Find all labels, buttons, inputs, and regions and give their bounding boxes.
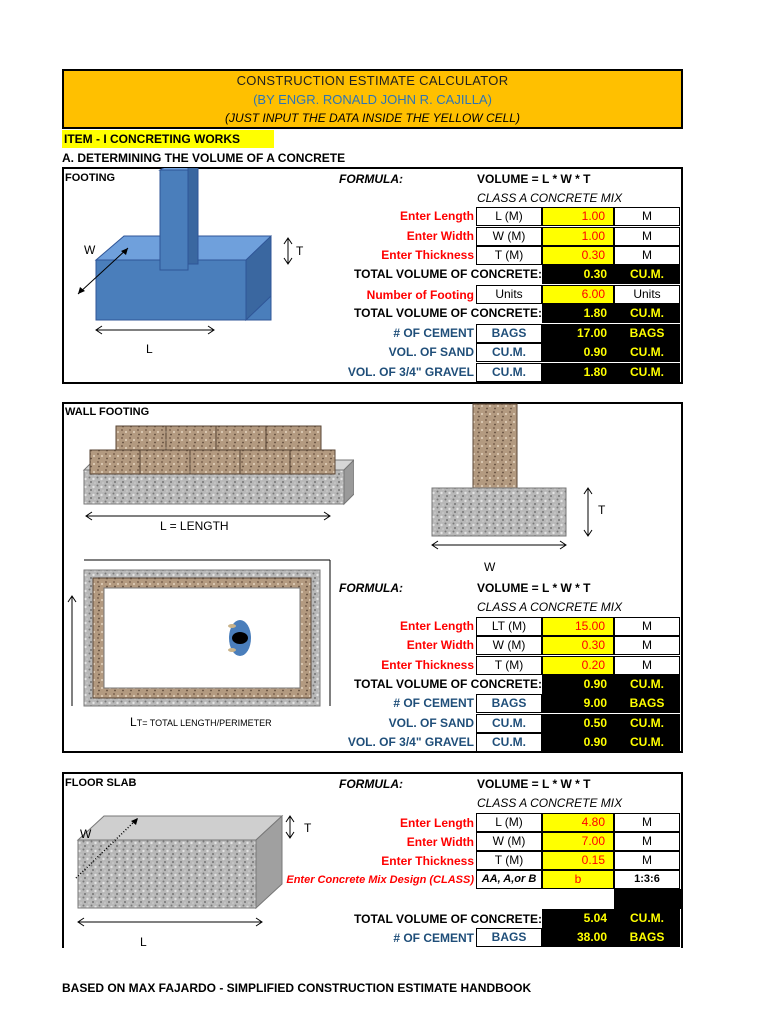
wall-cement-sym: BAGS — [476, 694, 542, 713]
header-title: CONSTRUCTION ESTIMATE CALCULATOR — [236, 73, 509, 88]
footing-w-label: W — [84, 243, 96, 257]
footing-width-unit: M — [614, 227, 680, 246]
footing-gravel-value: 1.80 — [542, 363, 614, 382]
slab-thickness-label: Enter Thickness — [381, 854, 474, 868]
footing-cement-sym: BAGS — [476, 324, 542, 343]
wall-length-unit: M — [614, 617, 680, 636]
slab-cement-value: 38.00 — [542, 928, 614, 947]
footing-diagram — [66, 168, 316, 368]
header-banner — [62, 69, 683, 129]
footing-cement-label: # OF CEMENT — [393, 326, 474, 340]
wall-formula: VOLUME = L * W * T — [477, 581, 591, 595]
sub-title: A. DETERMINING THE VOLUME OF A CONCRETE — [62, 151, 346, 165]
slab-class-sym: AA, A,or B — [476, 870, 542, 889]
footing-sand-unit: CU.M. — [614, 343, 680, 362]
footing-gravel-label: VOL. OF 3/4" GRAVEL — [347, 365, 474, 379]
slab-class-ratio: 1:3:6 — [614, 870, 680, 889]
footing-t-label: T — [296, 244, 304, 258]
footing-mix: CLASS A CONCRETE MIX — [477, 191, 623, 205]
footing-width-sym: W (M) — [476, 227, 542, 246]
footing-length-input[interactable]: 1.00 — [542, 207, 614, 226]
slab-cement-unit: BAGS — [614, 928, 680, 947]
footing-total1-unit: CU.M. — [614, 265, 680, 284]
wall-length-label: L = LENGTH — [160, 519, 229, 533]
slab-thickness-sym: T (M) — [476, 851, 542, 870]
wall-thickness-input[interactable]: 0.20 — [542, 656, 614, 675]
footing-total2-value: 1.80 — [542, 304, 614, 323]
wall-footing-label: WALL FOOTING — [65, 406, 150, 418]
slab-cement-sym: BAGS — [476, 928, 542, 947]
svg-text:LT= TOTAL LENGTH/PERIMETER — [130, 715, 272, 729]
footing-number-label: Number of Footing — [366, 288, 474, 302]
footing-thickness-input[interactable]: 0.30 — [542, 246, 614, 265]
footing-number-unit: Units — [614, 285, 680, 304]
footing-total1-label: TOTAL VOLUME OF CONCRETE: — [354, 267, 542, 281]
wall-section-diagram — [428, 402, 618, 577]
wall-w-label: W — [484, 560, 496, 574]
footing-width-label: Enter Width — [406, 229, 474, 243]
wall-length-input[interactable]: 15.00 — [542, 617, 614, 636]
footing-thickness-unit: M — [614, 246, 680, 265]
footing-total2-label: TOTAL VOLUME OF CONCRETE: — [354, 306, 542, 320]
wall-gravel-unit: CU.M. — [614, 733, 680, 752]
slab-length-label: Enter Length — [400, 816, 474, 830]
slab-cement-label: # OF CEMENT — [393, 931, 474, 945]
wall-width-input[interactable]: 0.30 — [542, 636, 614, 655]
wall-cement-label: # OF CEMENT — [393, 696, 474, 710]
slab-thickness-unit: M — [614, 851, 680, 870]
slab-class-input[interactable]: b — [542, 870, 614, 889]
floor-slab-label: FLOOR SLAB — [65, 777, 137, 789]
slab-length-input[interactable]: 4.80 — [542, 813, 614, 832]
wall-thickness-unit: M — [614, 656, 680, 675]
slab-total-unit: CU.M. — [614, 909, 680, 928]
footing-cement-unit: BAGS — [614, 324, 680, 343]
footing-thickness-sym: T (M) — [476, 246, 542, 265]
wall-gravel-value: 0.90 — [542, 733, 614, 752]
slab-length-unit: M — [614, 813, 680, 832]
slab-class-label: Enter Concrete Mix Design (CLASS) — [286, 874, 474, 886]
slab-black-spacer — [614, 889, 682, 909]
footing-l-label: L — [146, 342, 153, 356]
footing-sand-label: VOL. OF SAND — [388, 345, 474, 359]
slab-thickness-input[interactable]: 0.15 — [542, 851, 614, 870]
wall-total-value: 0.90 — [542, 675, 614, 694]
footing-gravel-sym: CU.M. — [476, 363, 542, 382]
perimeter-label-rest: = TOTAL LENGTH/PERIMETER — [142, 718, 272, 728]
header-instruction: (JUST INPUT THE DATA INSIDE THE YELLOW CELL) — [225, 111, 520, 125]
footing-label: FOOTING — [65, 172, 116, 184]
slab-width-input[interactable]: 7.00 — [542, 832, 614, 851]
slab-total-label: TOTAL VOLUME OF CONCRETE: — [354, 912, 542, 926]
wall-width-sym: W (M) — [476, 636, 542, 655]
slab-t-label: T — [304, 821, 312, 835]
wall-sand-sym: CU.M. — [476, 714, 542, 733]
wall-thickness-sym: T (M) — [476, 656, 542, 675]
footing-sand-value: 0.90 — [542, 343, 614, 362]
header-author: (BY ENGR. RONALD JOHN R. CAJILLA) — [253, 92, 492, 107]
wall-sand-unit: CU.M. — [614, 714, 680, 733]
footing-gravel-unit: CU.M. — [614, 363, 680, 382]
footing-thickness-label: Enter Thickness — [381, 248, 474, 262]
slab-l-label: L — [140, 935, 147, 948]
slab-mix: CLASS A CONCRETE MIX — [477, 796, 623, 810]
footing-width-input[interactable]: 1.00 — [542, 227, 614, 246]
slab-width-sym: W (M) — [476, 832, 542, 851]
footing-formula: VOLUME = L * W * T — [477, 172, 591, 186]
wall-sand-label: VOL. OF SAND — [388, 716, 474, 730]
slab-width-label: Enter Width — [406, 835, 474, 849]
wall-gravel-sym: CU.M. — [476, 733, 542, 752]
footer-source: BASED ON MAX FAJARDO - SIMPLIFIED CONSTRUCTION ESTIMATE HANDBOOK — [62, 981, 532, 995]
slab-w-label: W — [80, 827, 92, 841]
wall-total-label: TOTAL VOLUME OF CONCRETE: — [354, 677, 542, 691]
slab-formula: VOLUME = L * W * T — [477, 777, 591, 791]
wall-thickness-label: Enter Thickness — [381, 658, 474, 672]
footing-number-sym: Units — [476, 285, 542, 304]
wall-total-unit: CU.M. — [614, 675, 680, 694]
footing-length-unit: M — [614, 207, 680, 226]
wall-length-sym: LT (M) — [476, 617, 542, 636]
perimeter-label-main: L — [130, 715, 137, 729]
footing-length-sym: L (M) — [476, 207, 542, 226]
wall-mix: CLASS A CONCRETE MIX — [477, 600, 623, 614]
slab-formula-label: FORMULA: — [339, 777, 403, 791]
wall-gravel-label: VOL. OF 3/4" GRAVEL — [347, 735, 474, 749]
footing-length-label: Enter Length — [400, 209, 474, 223]
wall-cement-unit: BAGS — [614, 694, 680, 713]
perimeter-label-sub: T — [136, 718, 143, 728]
wall-plan-diagram — [64, 556, 336, 736]
wall-footing-diagram — [64, 404, 354, 544]
slab-width-unit: M — [614, 832, 680, 851]
footing-sand-sym: CU.M. — [476, 343, 542, 362]
footing-number-input[interactable]: 6.00 — [542, 285, 614, 304]
wall-cement-value: 9.00 — [542, 694, 614, 713]
item-title: ITEM - I CONCRETING WORKS — [62, 130, 274, 148]
wall-width-label: Enter Width — [406, 638, 474, 652]
wall-t-label: T — [598, 503, 606, 517]
wall-formula-label: FORMULA: — [339, 581, 403, 595]
slab-length-sym: L (M) — [476, 813, 542, 832]
footing-formula-label: FORMULA: — [339, 172, 403, 186]
footing-cement-value: 17.00 — [542, 324, 614, 343]
footing-total2-unit: CU.M. — [614, 304, 680, 323]
footing-total1-value: 0.30 — [542, 265, 614, 284]
slab-total-value: 5.04 — [542, 909, 614, 928]
wall-sand-value: 0.50 — [542, 714, 614, 733]
wall-length-label-row: Enter Length — [400, 619, 474, 633]
wall-width-unit: M — [614, 636, 680, 655]
